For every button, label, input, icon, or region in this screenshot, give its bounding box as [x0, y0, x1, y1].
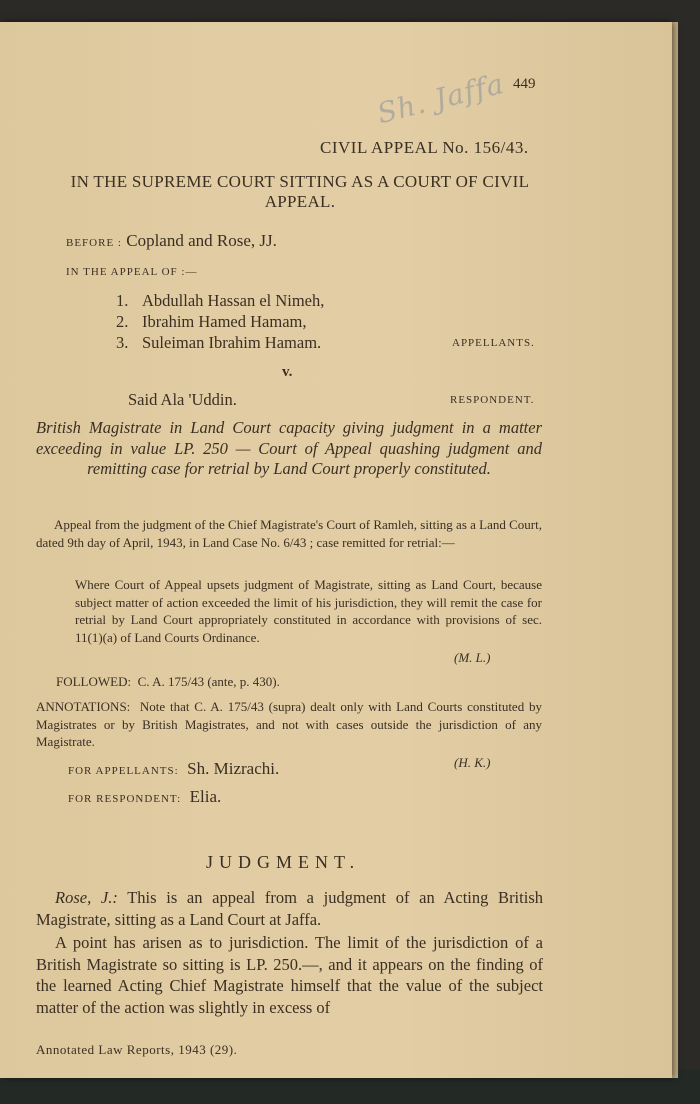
case-heading: CIVIL APPEAL No. 156/43.: [320, 138, 529, 157]
judgment-heading: JUDGMENT.: [206, 852, 361, 872]
appellant-1: 1. Abdullah Hassan el Nimeh,: [116, 291, 325, 310]
for-appellants: FOR APPELLANTS: Sh. Mizrachi.: [68, 759, 280, 778]
appeal-of-label: IN THE APPEAL OF :—: [66, 266, 198, 278]
respondent-name: Said Ala 'Uddin.: [128, 390, 237, 409]
judgment-paragraph-1: Rose, J.: This is an appeal from a judgment of an Acting British Magistrate, sitting as a Land Court at Jaffa.: [36, 888, 543, 929]
judgment-paragraph-2: A point has arisen as to jurisdiction. The limit of the jurisdiction of a British Magistrate so sitting is LP. 250.—, and it appears on the finding of the learned Acting Chief Magistrate himself that the value of the subject matter of the action was slightly in excess of: [36, 933, 543, 1017]
document-page: [0, 22, 672, 1078]
appellant-2: 2. Ibrahim Hamed Hamam,: [116, 312, 307, 331]
annotations-paragraph: ANNOTATIONS: Note that C. A. 175/43 (supra) dealt only with Land Courts constituted by Magistrates or by British Magistrates, and not with cases outside the jurisdiction of any Magistrate.: [36, 699, 542, 749]
respondent-label: RESPONDENT.: [450, 394, 535, 406]
appellants-label: APPELLANTS.: [452, 337, 535, 349]
held-paragraph: Where Court of Appeal upsets judgment of Magistrate, sitting as Land Court, because subject matter of action exceeded the limit of his jurisdiction, they will remit the case for retrial by Land Court appropriately constituted in accordance with provisions of sec. 11(1)(a) of Land Courts Ordinance.: [75, 577, 542, 645]
followed-line: FOLLOWED: C. A. 175/43 (ante, p. 430).: [56, 674, 280, 689]
held-initials: (M. L.): [454, 650, 491, 665]
appellant-3: 3. Suleiman Ibrahim Hamam.: [116, 333, 322, 352]
headnote: British Magistrate in Land Court capacity giving judgment in a matter exceeding in value LP. 250 — Court of Appeal quashing judgment and remitting case for retrial by Land Court properly constituted.: [36, 418, 542, 478]
versus: v.: [282, 364, 293, 380]
for-respondent: FOR RESPONDENT: Elia.: [68, 787, 222, 806]
appeal-paragraph: Appeal from the judgment of the Chief Magistrate's Court of Ramleh, sitting as a Land Court, dated 9th day of April, 1943, in Land Case No. 6/43 ; case remitted for retrial:—: [36, 517, 542, 550]
page-number: 449: [513, 76, 536, 92]
before-line: [66, 231, 277, 251]
court-title: IN THE SUPREME COURT SITTING AS A COURT OF CIVIL APPEAL.: [70, 172, 530, 211]
annotations-initials: (H. K.): [454, 755, 491, 770]
handwritten-signature: Sh. Jaffa: [373, 66, 508, 131]
footer: Annotated Law Reports, 1943 (29).: [36, 1042, 238, 1057]
judges: Copland and Rose, JJ.: [126, 231, 277, 250]
before-label: BEFORE :: [66, 237, 122, 249]
